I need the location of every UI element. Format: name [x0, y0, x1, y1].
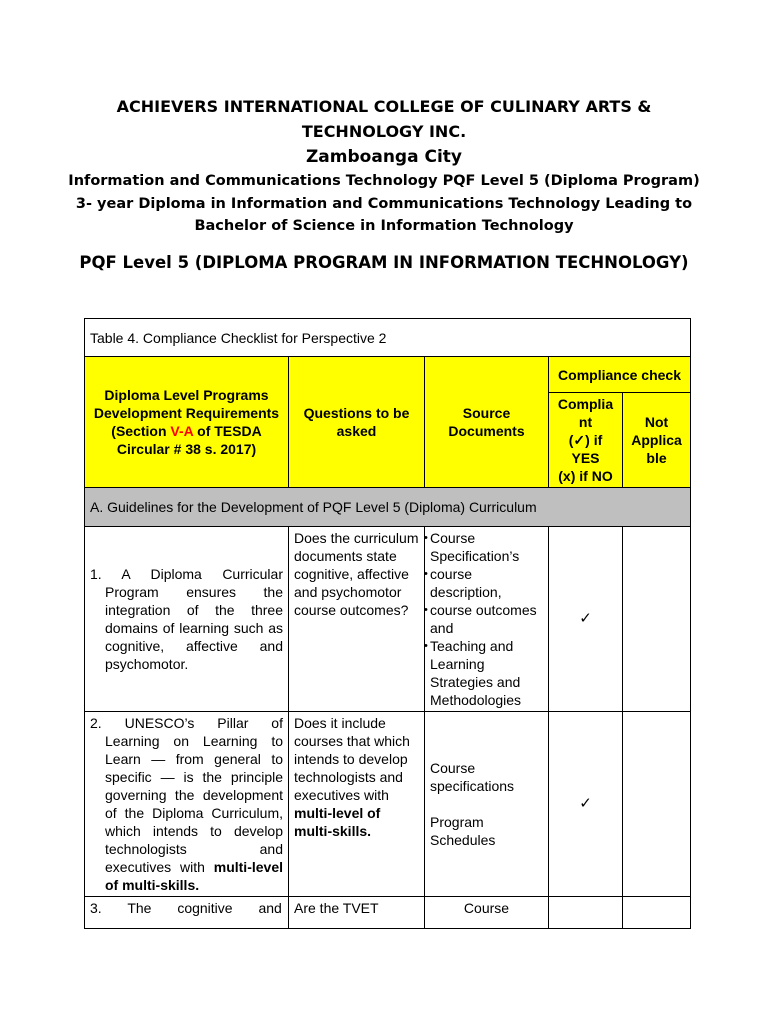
header-section-red: V-A	[170, 423, 194, 439]
row1-source-item: • course description,	[430, 565, 543, 601]
header-compliant-yes: (✓) if YES	[568, 432, 603, 466]
row2-sources	[425, 712, 549, 897]
row2-requirement-text: 2. UNESCO’s Pillar of Learning on Learning to Learn — from general to specific — is the principle governing the development of the Diploma Curriculum, which intends to develop technologists and executives with	[90, 715, 283, 875]
row1-source-item: • Teaching and Learning Strategies and Methodologies	[430, 637, 543, 709]
college-name-line2: TECHNOLOGY INC.	[301, 122, 467, 141]
row2-requirement	[85, 712, 289, 897]
row1-question: Does the curriculum documents state cognitive, affective and psychomotor course outcomes?	[289, 527, 425, 712]
compliance-checklist-table	[84, 318, 691, 929]
diploma-line1: 3- year Diploma in Information and Communications Technology Leading to	[75, 195, 693, 212]
header-compliant-label: Complia nt	[557, 396, 614, 430]
row1-source-item: • course outcomes and	[430, 601, 543, 637]
row1-sources	[425, 527, 549, 712]
header-compliant-no: (x) if NO	[558, 468, 613, 484]
row3-requirement: 3. The cognitive and	[85, 897, 289, 929]
row1-compliant-check: ✓	[549, 527, 623, 712]
header-section-suffix: of TESDA Circular # 38 s. 2017)	[116, 423, 262, 457]
row3-source: Course	[425, 897, 549, 929]
header-requirements-text: Diploma Level Programs Development Requirements	[93, 387, 280, 421]
header-compliance-check: Compliance check	[549, 357, 691, 393]
table-row	[85, 712, 691, 897]
table-row	[85, 527, 691, 712]
row2-source-1: Course specifications	[430, 760, 515, 794]
document-header	[0, 94, 768, 275]
row3-not-applicable	[623, 897, 691, 929]
row1-source-item: • Course Specification’s	[430, 529, 543, 565]
diploma-line2: Bachelor of Science in Information Technology	[194, 218, 574, 234]
row2-question-text: Does it include courses that which intends to develop technologists and executives with	[294, 715, 410, 803]
row2-question-bold: multi-level of multi-skills.	[294, 805, 381, 839]
table-row	[85, 897, 691, 929]
row3-question: Are the TVET	[289, 897, 425, 929]
row2-not-applicable	[623, 712, 691, 897]
college-name-line1: ACHIEVERS INTERNATIONAL COLLEGE OF CULINARY ARTS &	[116, 97, 652, 116]
row2-requirement-bold: multi-level of multi-skills.	[105, 859, 283, 893]
header-not-applicable: Not Applica ble	[623, 393, 691, 488]
row3-compliant-check	[549, 897, 623, 929]
header-compliant	[549, 393, 623, 488]
pqf-title: PQF Level 5 (DIPLOMA PROGRAM IN INFORMATION TECHNOLOGY)	[79, 252, 689, 272]
row1-requirement: 1. A Diploma Curricular Program ensures the integration of the three domains of learning such as cognitive, affective and psychomotor.	[85, 527, 289, 712]
header-requirements	[85, 357, 289, 488]
row2-source-2: Program Schedules	[430, 814, 496, 848]
row2-compliant-check: ✓	[549, 712, 623, 897]
row1-not-applicable	[623, 527, 691, 712]
header-questions: Questions to be asked	[289, 357, 425, 488]
table-title: Table 4. Compliance Checklist for Perspective 2	[85, 319, 691, 357]
section-a-heading: A. Guidelines for the Development of PQF Level 5 (Diploma) Curriculum	[85, 488, 691, 527]
row2-question	[289, 712, 425, 897]
header-section-prefix: (Section	[111, 423, 171, 439]
program-name: Information and Communications Technology PQF Level 5 (Diploma Program)	[68, 173, 700, 189]
header-source-documents: Source Documents	[425, 357, 549, 488]
city-name: Zamboanga City	[305, 147, 462, 167]
